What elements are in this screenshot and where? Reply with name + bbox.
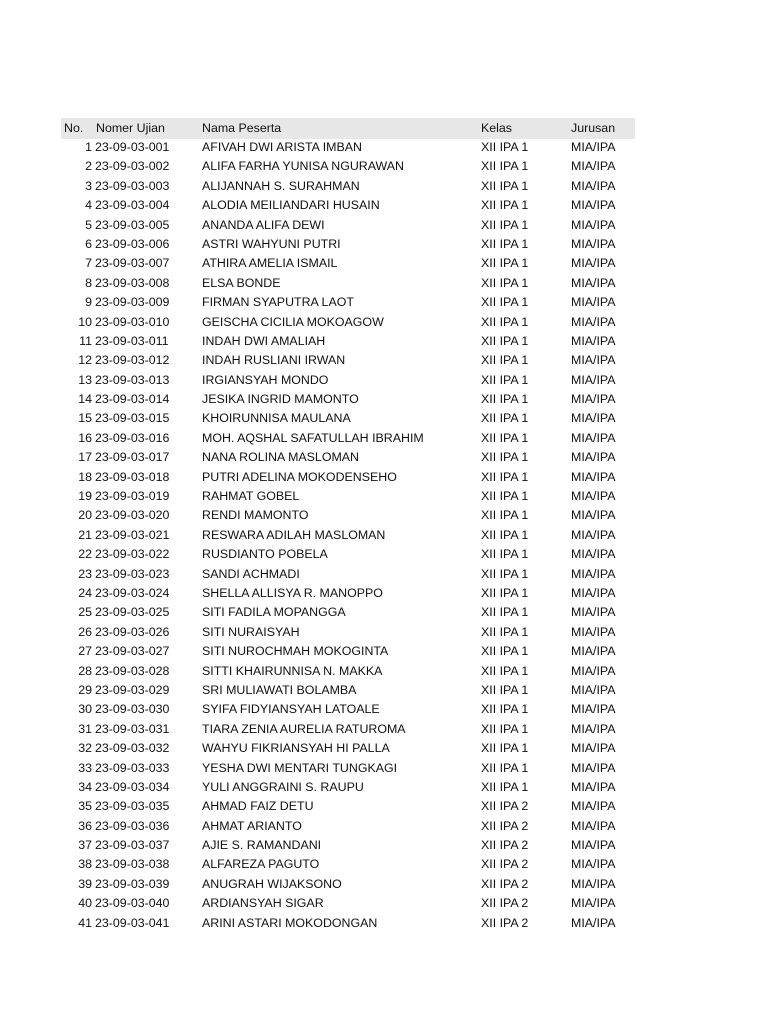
table-header [61, 118, 635, 139]
row-jurusan: MIA/IPA [571, 275, 616, 290]
table-row [61, 177, 635, 196]
row-nomor-ujian: 23-09-03-034 [95, 779, 170, 794]
table-row [61, 526, 635, 545]
row-nomor-ujian: 23-09-03-022 [95, 547, 170, 562]
row-nomor-ujian: 23-09-03-021 [95, 527, 170, 542]
row-kelas: XII IPA 1 [481, 198, 529, 213]
row-nama-peserta: ATHIRA AMELIA ISMAIL [202, 256, 338, 271]
row-kelas: XII IPA 1 [481, 721, 529, 736]
row-nomor-ujian: 23-09-03-014 [95, 392, 170, 407]
row-number: 6 [85, 236, 92, 251]
row-nama-peserta: SITTI KHAIRUNNISA N. MAKKA [202, 663, 383, 678]
row-kelas: XII IPA 2 [481, 799, 529, 814]
row-number: 1 [85, 140, 92, 154]
row-nomor-ujian: 23-09-03-024 [95, 585, 170, 600]
row-kelas: XII IPA 1 [481, 450, 529, 465]
row-number: 27 [78, 644, 92, 659]
table-row [61, 603, 635, 622]
row-nama-peserta: ANANDA ALIFA DEWI [202, 217, 325, 232]
row-nama-peserta: ASTRI WAHYUNI PUTRI [202, 236, 341, 251]
row-number: 16 [78, 430, 92, 445]
table-row [61, 720, 635, 739]
row-jurusan: MIA/IPA [571, 547, 616, 562]
table-row [61, 894, 635, 913]
row-number: 21 [78, 527, 92, 542]
row-jurusan: MIA/IPA [571, 295, 616, 310]
table-row [61, 487, 635, 506]
row-nomor-ujian: 23-09-03-012 [95, 353, 170, 368]
row-nomor-ujian: 23-09-03-032 [95, 741, 170, 756]
table-row [61, 700, 635, 719]
table-row [61, 914, 635, 933]
row-nama-peserta: TIARA ZENIA AURELIA RATUROMA [202, 721, 406, 736]
row-kelas: XII IPA 1 [481, 547, 529, 562]
row-nomor-ujian: 23-09-03-041 [95, 915, 170, 930]
row-nomor-ujian: 23-09-03-036 [95, 818, 170, 833]
row-number: 29 [78, 682, 92, 697]
row-number: 41 [78, 915, 92, 930]
row-nomor-ujian: 23-09-03-016 [95, 430, 170, 445]
row-jurusan: MIA/IPA [571, 159, 616, 174]
row-number: 23 [78, 566, 92, 581]
table-row [61, 235, 635, 254]
table-row [61, 662, 635, 681]
row-kelas: XII IPA 1 [481, 178, 529, 193]
row-kelas: XII IPA 1 [481, 624, 529, 639]
header-jurusan: Jurusan [571, 121, 616, 135]
row-jurusan: MIA/IPA [571, 876, 616, 891]
row-kelas: XII IPA 1 [481, 489, 529, 504]
row-nama-peserta: YULI ANGGRAINI S. RAUPU [202, 779, 364, 794]
row-nama-peserta: ARDIANSYAH SIGAR [202, 896, 324, 911]
row-kelas: XII IPA 1 [481, 159, 529, 174]
row-jurusan: MIA/IPA [571, 779, 616, 794]
row-kelas: XII IPA 2 [481, 857, 529, 872]
row-number: 14 [78, 392, 92, 407]
table-row [61, 157, 635, 176]
row-nama-peserta: SITI NURAISYAH [202, 624, 300, 639]
row-number: 32 [78, 741, 92, 756]
row-kelas: XII IPA 2 [481, 876, 529, 891]
row-nama-peserta: RAHMAT GOBEL [202, 489, 300, 504]
row-nomor-ujian: 23-09-03-006 [95, 236, 170, 251]
row-number: 24 [78, 585, 92, 600]
row-number: 31 [78, 721, 92, 736]
row-kelas: XII IPA 2 [481, 896, 529, 911]
table-row [61, 390, 635, 409]
row-jurusan: MIA/IPA [571, 682, 616, 697]
row-nomor-ujian: 23-09-03-011 [95, 333, 169, 348]
row-number: 22 [78, 547, 92, 562]
row-number: 10 [78, 314, 92, 329]
row-nama-peserta: SRI MULIAWATI BOLAMBA [202, 682, 357, 697]
row-jurusan: MIA/IPA [571, 702, 616, 717]
row-number: 19 [78, 489, 92, 504]
row-nomor-ujian: 23-09-03-010 [95, 314, 170, 329]
table-row [61, 429, 635, 448]
row-nama-peserta: ALIJANNAH S. SURAHMAN [202, 178, 360, 193]
row-nomor-ujian: 23-09-03-009 [95, 295, 170, 310]
row-kelas: XII IPA 1 [481, 275, 529, 290]
row-nama-peserta: SHELLA ALLISYA R. MANOPPO [202, 585, 383, 600]
table-body [61, 138, 635, 933]
table-row [61, 642, 635, 661]
row-kelas: XII IPA 1 [481, 663, 529, 678]
table-row [61, 759, 635, 778]
row-nomor-ujian: 23-09-03-019 [95, 489, 170, 504]
row-jurusan: MIA/IPA [571, 624, 616, 639]
row-jurusan: MIA/IPA [571, 605, 616, 620]
row-jurusan: MIA/IPA [571, 527, 616, 542]
table-row [61, 739, 635, 758]
row-number: 17 [78, 450, 92, 465]
table-row [61, 448, 635, 467]
row-jurusan: MIA/IPA [571, 818, 616, 833]
row-nomor-ujian: 23-09-03-037 [95, 838, 170, 853]
row-jurusan: MIA/IPA [571, 333, 616, 348]
row-nama-peserta: RESWARA ADILAH MASLOMAN [202, 527, 386, 542]
row-nama-peserta: SYIFA FIDYIANSYAH LATOALE [202, 702, 380, 717]
row-kelas: XII IPA 1 [481, 411, 529, 426]
table-row [61, 681, 635, 700]
row-kelas: XII IPA 1 [481, 430, 529, 445]
row-nomor-ujian: 23-09-03-033 [95, 760, 170, 775]
row-nomor-ujian: 23-09-03-026 [95, 624, 170, 639]
row-jurusan: MIA/IPA [571, 489, 616, 504]
row-jurusan: MIA/IPA [571, 508, 616, 523]
table-row [61, 254, 635, 273]
table-row [61, 545, 635, 564]
row-number: 12 [78, 353, 92, 368]
table-row [61, 623, 635, 642]
row-nomor-ujian: 23-09-03-018 [95, 469, 170, 484]
row-nomor-ujian: 23-09-03-030 [95, 702, 170, 717]
row-kelas: XII IPA 2 [481, 915, 529, 930]
row-nama-peserta: ARINI ASTARI MOKODONGAN [202, 915, 378, 930]
header-nomor-ujian: Nomer Ujian [96, 121, 165, 135]
row-nama-peserta: ALIFA FARHA YUNISA NGURAWAN [202, 159, 404, 174]
row-number: 2 [85, 159, 92, 174]
table-row [61, 797, 635, 816]
row-number: 18 [78, 469, 92, 484]
table-row [61, 565, 635, 584]
row-number: 25 [78, 605, 92, 620]
row-kelas: XII IPA 1 [481, 217, 529, 232]
row-jurusan: MIA/IPA [571, 450, 616, 465]
row-kelas: XII IPA 1 [481, 741, 529, 756]
row-nomor-ujian: 23-09-03-025 [95, 605, 170, 620]
row-nama-peserta: ANUGRAH WIJAKSONO [202, 876, 342, 891]
row-nomor-ujian: 23-09-03-020 [95, 508, 170, 523]
row-nomor-ujian: 23-09-03-039 [95, 876, 170, 891]
row-kelas: XII IPA 1 [481, 140, 529, 154]
row-jurusan: MIA/IPA [571, 140, 616, 154]
row-nomor-ujian: 23-09-03-027 [95, 644, 170, 659]
header-kelas: Kelas [481, 121, 512, 135]
row-jurusan: MIA/IPA [571, 896, 616, 911]
table-row [61, 855, 635, 874]
row-jurusan: MIA/IPA [571, 915, 616, 930]
table-row [61, 196, 635, 215]
table-row [61, 274, 635, 293]
row-jurusan: MIA/IPA [571, 741, 616, 756]
row-number: 28 [78, 663, 92, 678]
table-row [61, 778, 635, 797]
row-nomor-ujian: 23-09-03-023 [95, 566, 170, 581]
row-number: 3 [85, 178, 92, 193]
row-nama-peserta: AHMAT ARIANTO [202, 818, 302, 833]
row-number: 38 [78, 857, 92, 872]
row-number: 40 [78, 896, 92, 911]
row-kelas: XII IPA 1 [481, 585, 529, 600]
row-nama-peserta: GEISCHA CICILIA MOKOAGOW [202, 314, 384, 329]
row-jurusan: MIA/IPA [571, 469, 616, 484]
table-row [61, 817, 635, 836]
row-nomor-ujian: 23-09-03-031 [95, 721, 170, 736]
row-jurusan: MIA/IPA [571, 217, 616, 232]
row-number: 13 [78, 372, 92, 387]
row-nama-peserta: AJIE S. RAMANDANI [202, 838, 322, 853]
row-nama-peserta: ELSA BONDE [202, 275, 281, 290]
row-jurusan: MIA/IPA [571, 256, 616, 271]
row-number: 20 [78, 508, 92, 523]
row-nomor-ujian: 23-09-03-028 [95, 663, 170, 678]
row-nomor-ujian: 23-09-03-004 [95, 198, 170, 213]
row-nama-peserta: INDAH RUSLIANI IRWAN [202, 353, 346, 368]
table-row [61, 875, 635, 894]
row-jurusan: MIA/IPA [571, 721, 616, 736]
row-kelas: XII IPA 1 [481, 566, 529, 581]
row-jurusan: MIA/IPA [571, 236, 616, 251]
row-jurusan: MIA/IPA [571, 663, 616, 678]
row-kelas: XII IPA 1 [481, 353, 529, 368]
table-row [61, 409, 635, 428]
table-row [61, 371, 635, 390]
row-nomor-ujian: 23-09-03-001 [95, 140, 170, 154]
header-no: No. [64, 121, 84, 135]
row-nomor-ujian: 23-09-03-007 [95, 256, 170, 271]
row-nama-peserta: SITI FADILA MOPANGGA [202, 605, 346, 620]
row-nama-peserta: ALODIA MEILIANDARI HUSAIN [202, 198, 380, 213]
row-kelas: XII IPA 1 [481, 372, 529, 387]
row-kelas: XII IPA 1 [481, 295, 529, 310]
row-kelas: XII IPA 1 [481, 644, 529, 659]
row-jurusan: MIA/IPA [571, 178, 616, 193]
row-nama-peserta: NANA ROLINA MASLOMAN [202, 450, 359, 465]
row-jurusan: MIA/IPA [571, 314, 616, 329]
header-nama-peserta: Nama Peserta [202, 121, 282, 135]
row-jurusan: MIA/IPA [571, 566, 616, 581]
row-nama-peserta: PUTRI ADELINA MOKODENSEHO [202, 469, 397, 484]
table-row [61, 332, 635, 351]
row-number: 8 [85, 275, 92, 290]
row-nama-peserta: MOH. AQSHAL SAFATULLAH IBRAHIM [202, 430, 424, 445]
row-kelas: XII IPA 2 [481, 838, 529, 853]
row-kelas: XII IPA 1 [481, 682, 529, 697]
row-nama-peserta: YESHA DWI MENTARI TUNGKAGI [202, 760, 398, 775]
row-jurusan: MIA/IPA [571, 353, 616, 368]
row-number: 35 [78, 799, 92, 814]
row-number: 36 [78, 818, 92, 833]
participant-table [61, 118, 635, 933]
row-kelas: XII IPA 1 [481, 605, 529, 620]
row-number: 4 [85, 198, 92, 213]
row-nama-peserta: RENDI MAMONTO [202, 508, 309, 523]
row-kelas: XII IPA 1 [481, 779, 529, 794]
row-number: 9 [85, 295, 92, 310]
row-nama-peserta: SITI NUROCHMAH MOKOGINTA [202, 644, 389, 659]
row-kelas: XII IPA 1 [481, 469, 529, 484]
row-nomor-ujian: 23-09-03-002 [95, 159, 170, 174]
table-row [61, 468, 635, 487]
row-nama-peserta: JESIKA INGRID MAMONTO [202, 392, 359, 407]
row-number: 5 [85, 217, 92, 232]
row-kelas: XII IPA 1 [481, 527, 529, 542]
row-jurusan: MIA/IPA [571, 760, 616, 775]
table-row [61, 293, 635, 312]
row-nama-peserta: AHMAD FAIZ DETU [202, 799, 314, 814]
row-nomor-ujian: 23-09-03-040 [95, 896, 170, 911]
table-row [61, 138, 635, 157]
row-jurusan: MIA/IPA [571, 585, 616, 600]
row-number: 26 [78, 624, 92, 639]
row-number: 39 [78, 876, 92, 891]
row-nama-peserta: WAHYU FIKRIANSYAH HI PALLA [202, 741, 390, 756]
row-nama-peserta: AFIVAH DWI ARISTA IMBAN [202, 140, 362, 154]
row-jurusan: MIA/IPA [571, 838, 616, 853]
row-jurusan: MIA/IPA [571, 430, 616, 445]
row-nama-peserta: INDAH DWI AMALIAH [202, 333, 326, 348]
row-jurusan: MIA/IPA [571, 411, 616, 426]
row-nomor-ujian: 23-09-03-013 [95, 372, 170, 387]
row-jurusan: MIA/IPA [571, 857, 616, 872]
row-number: 11 [79, 333, 92, 348]
table-row [61, 313, 635, 332]
table-row [61, 836, 635, 855]
row-kelas: XII IPA 1 [481, 702, 529, 717]
row-nomor-ujian: 23-09-03-038 [95, 857, 170, 872]
row-number: 15 [78, 411, 92, 426]
row-jurusan: MIA/IPA [571, 644, 616, 659]
row-nama-peserta: FIRMAN SYAPUTRA LAOT [202, 295, 354, 310]
table-row [61, 584, 635, 603]
row-nomor-ujian: 23-09-03-035 [95, 799, 170, 814]
row-number: 30 [78, 702, 92, 717]
row-nama-peserta: RUSDIANTO POBELA [202, 547, 328, 562]
row-kelas: XII IPA 1 [481, 314, 529, 329]
row-nama-peserta: ALFAREZA PAGUTO [202, 857, 320, 872]
row-nomor-ujian: 23-09-03-005 [95, 217, 170, 232]
row-kelas: XII IPA 1 [481, 236, 529, 251]
row-nama-peserta: SANDI ACHMADI [202, 566, 300, 581]
row-nomor-ujian: 23-09-03-017 [95, 450, 170, 465]
row-nama-peserta: KHOIRUNNISA MAULANA [202, 411, 351, 426]
row-kelas: XII IPA 2 [481, 818, 529, 833]
row-kelas: XII IPA 1 [481, 760, 529, 775]
table-row [61, 506, 635, 525]
row-kelas: XII IPA 1 [481, 508, 529, 523]
row-nomor-ujian: 23-09-03-003 [95, 178, 170, 193]
row-number: 7 [85, 256, 92, 271]
row-number: 34 [78, 779, 92, 794]
row-kelas: XII IPA 1 [481, 256, 529, 271]
row-nomor-ujian: 23-09-03-008 [95, 275, 170, 290]
row-number: 33 [78, 760, 92, 775]
row-kelas: XII IPA 1 [481, 392, 529, 407]
row-kelas: XII IPA 1 [481, 333, 529, 348]
row-nama-peserta: IRGIANSYAH MONDO [202, 372, 329, 387]
row-jurusan: MIA/IPA [571, 799, 616, 814]
row-nomor-ujian: 23-09-03-015 [95, 411, 170, 426]
row-jurusan: MIA/IPA [571, 198, 616, 213]
row-jurusan: MIA/IPA [571, 392, 616, 407]
table-row [61, 351, 635, 370]
table-row [61, 216, 635, 235]
row-nomor-ujian: 23-09-03-029 [95, 682, 170, 697]
row-jurusan: MIA/IPA [571, 372, 616, 387]
row-number: 37 [78, 838, 92, 853]
